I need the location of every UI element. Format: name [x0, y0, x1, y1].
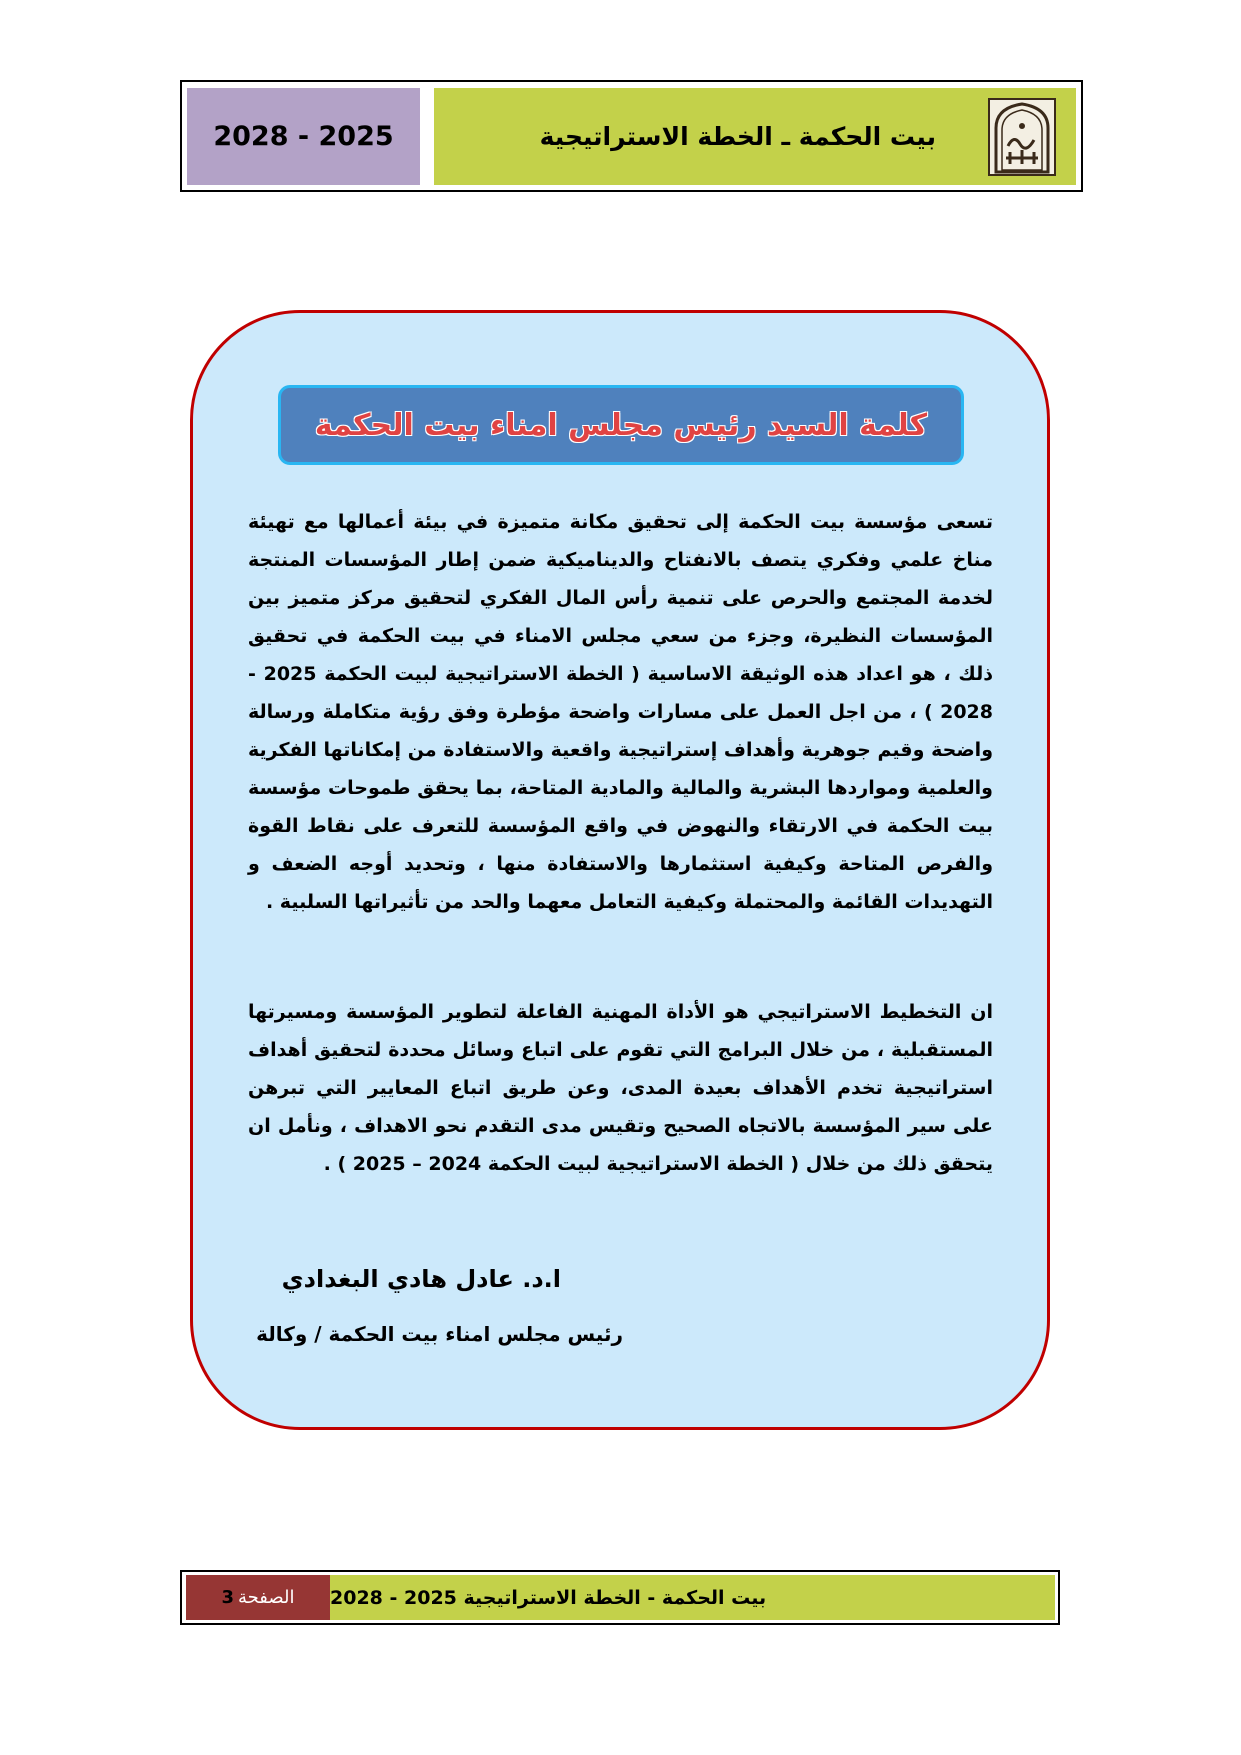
- page-footer: [180, 1570, 1060, 1625]
- signer-role: رئيس مجلس امناء بيت الحكمة / وكالة: [256, 1322, 623, 1346]
- page-header: [180, 80, 1083, 192]
- page-number-box: [186, 1575, 330, 1620]
- signer-name: ا.د. عادل هادي البغدادي: [281, 1265, 561, 1293]
- header-title: بيت الحكمة ـ الخطة الاستراتيجية: [539, 122, 936, 151]
- page-number: 3: [221, 1587, 235, 1608]
- header-title-box: [434, 88, 1076, 185]
- paragraph-1: تسعى مؤسسة بيت الحكمة إلى تحقيق مكانة متميزة في بيئة أعمالها مع تهيئة مناخ علمي وفكري يتصف بالانفتاح والديناميكية ضمن إطار المؤسسات المنتجة لخدمة المجتمع والحرص على تنمية رأس المال الفكري لتحقيق مركز متميز بين المؤسسات النظيرة، وجزء من سعي مجلس الامناء في بيت الحكمة في تحقيق ذلك ، هو اعداد هذه الوثيقة الاساسية ( الخطة الاستراتيجية لبيت الحكمة 2025 - 2028 ) ، من اجل العمل على مسارات واضحة مؤطرة وفق رؤية متكاملة ورسالة واضحة وقيم جوهرية وأهداف إستراتيجية واقعية والاستفادة من إمكاناتها الفكرية والعلمية ومواردها البشرية والمالية والمادية المتاحة، بما يحقق طموحات مؤسسة بيت الحكمة في الارتقاء والنهوض في واقع المؤسسة للتعرف على نقاط القوة والفرص المتاحة وكيفية استثمارها والاستفادة منها ، وتحديد أوجه الضعف و التهديدات القائمة والمحتملة وكيفية التعامل معهما والحد من تأثيراتها السلبية .: [248, 511, 993, 913]
- footer-title: بيت الحكمة - الخطة الاستراتيجية 2025 - 2028: [330, 1575, 1055, 1620]
- page-label: الصفحة: [238, 1587, 295, 1608]
- bayt-al-hikma-logo-icon: [988, 98, 1056, 176]
- panel-heading: كلمة السيد رئيس مجلس امناء بيت الحكمة: [278, 385, 964, 465]
- header-years: 2028 - 2025: [187, 88, 420, 185]
- paragraph-2: ان التخطيط الاستراتيجي هو الأداة المهنية الفاعلة لتطوير المؤسسة ومسيرتها المستقبلية ، من خلال البرامج التي تقوم على اتباع وسائل محددة لتحقيق أهداف استراتيجية تخدم الأهداف بعيدة المدى، وعن طريق اتباع المعايير التي تبرهن على سير المؤسسة بالاتجاه الصحيح وتقيس مدى التقدم نحو الاهداف ، ونأمل ان يتحقق ذلك من خلال ( الخطة الاستراتيجية لبيت الحكمة 2024 – 2025 ) .: [248, 1001, 993, 1175]
